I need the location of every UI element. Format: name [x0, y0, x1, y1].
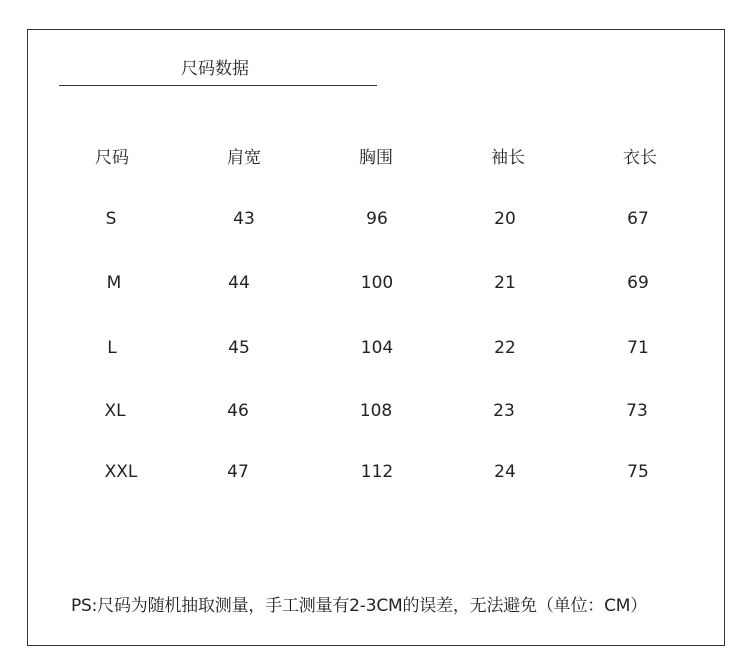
cell-shoulder: 43	[233, 209, 255, 229]
cell-chest: 104	[360, 338, 394, 358]
title-underline	[59, 85, 377, 86]
cell-sleeve: 23	[493, 401, 515, 421]
cell-shoulder: 47	[227, 462, 249, 482]
chart-title: 尺码数据	[181, 59, 249, 79]
cell-shoulder: 46	[227, 401, 249, 421]
cell-length: 71	[627, 338, 649, 358]
header-size: 尺码	[95, 148, 129, 168]
cell-sleeve: 20	[494, 209, 516, 229]
cell-chest: 108	[359, 401, 393, 421]
header-sleeve: 袖长	[491, 148, 525, 168]
cell-size: XXL	[104, 462, 138, 482]
header-shoulder: 肩宽	[227, 148, 261, 168]
cell-chest: 100	[360, 273, 394, 293]
measurement-note: PS:尺码为随机抽取测量，手工测量有2-3CM的误差，无法避免（单位：CM）	[71, 596, 648, 616]
cell-sleeve: 22	[494, 338, 516, 358]
cell-sleeve: 21	[494, 273, 516, 293]
cell-shoulder: 44	[228, 273, 250, 293]
cell-length: 67	[627, 209, 649, 229]
cell-size: M	[106, 273, 122, 293]
cell-chest: 96	[366, 209, 388, 229]
cell-chest: 112	[360, 462, 394, 482]
cell-sleeve: 24	[494, 462, 516, 482]
cell-size: S	[105, 209, 117, 229]
cell-size: XL	[104, 401, 126, 421]
cell-length: 73	[626, 401, 648, 421]
header-chest: 胸围	[359, 148, 393, 168]
cell-shoulder: 45	[228, 338, 250, 358]
cell-length: 75	[627, 462, 649, 482]
cell-length: 69	[627, 273, 649, 293]
header-length: 衣长	[623, 148, 657, 168]
cell-size: L	[107, 338, 117, 358]
